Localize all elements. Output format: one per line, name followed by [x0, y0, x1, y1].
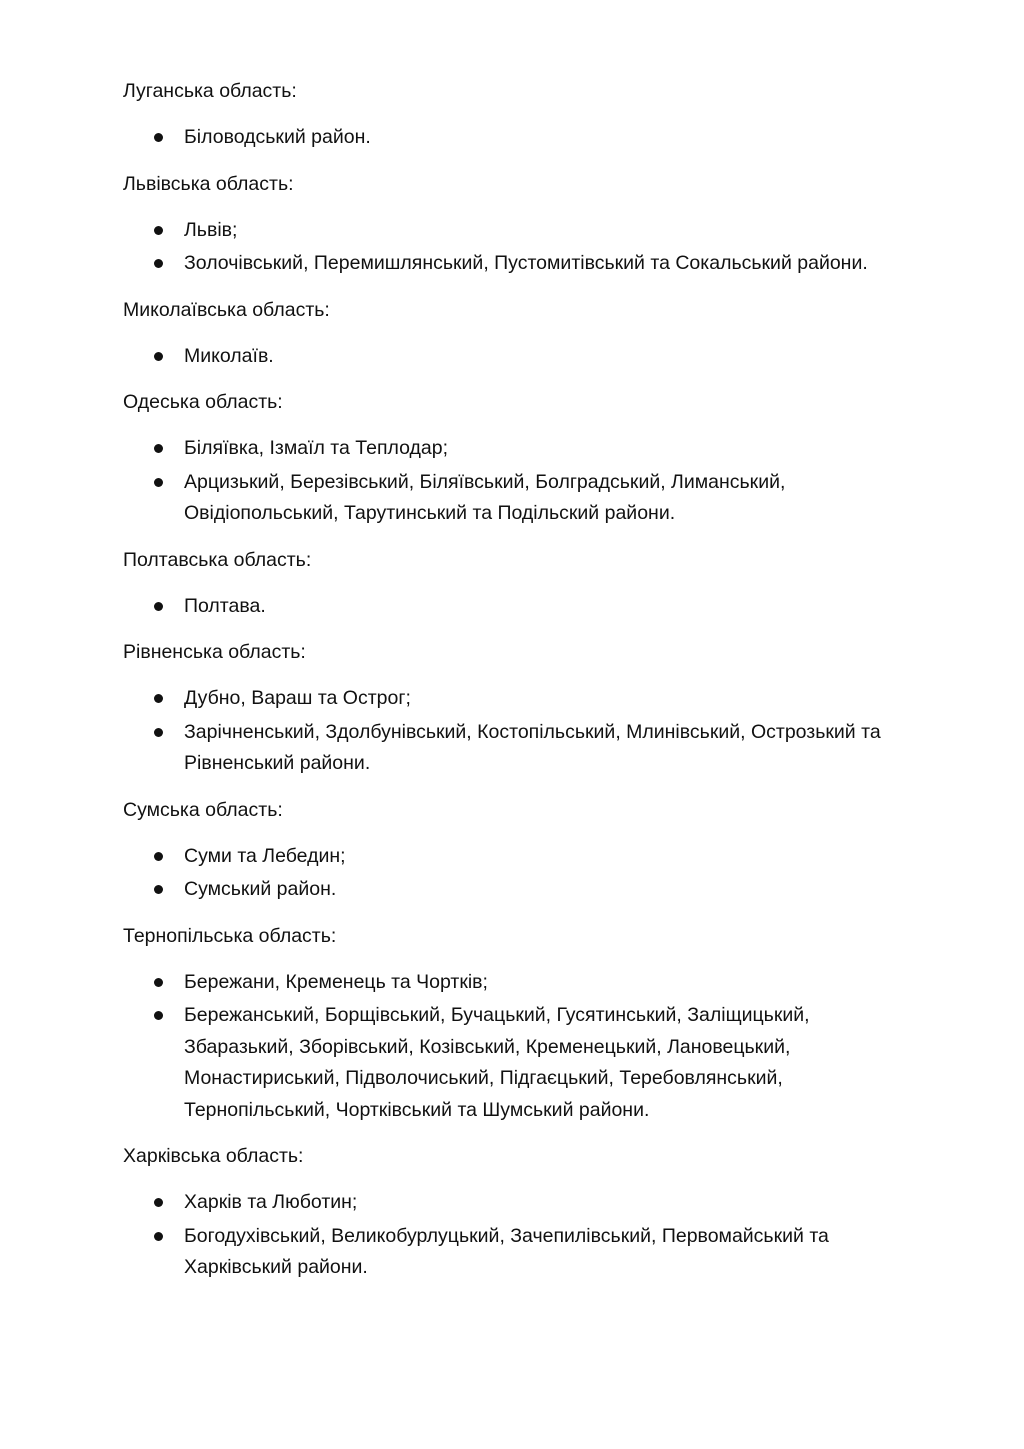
region-section [123, 795, 923, 906]
list-item [123, 717, 923, 780]
region-item-list [123, 215, 923, 280]
list-item [123, 841, 923, 873]
region-title: Миколаївська область: [123, 298, 330, 321]
region-section [123, 1141, 923, 1284]
list-item [123, 433, 923, 465]
list-item [123, 1221, 923, 1284]
list-item-text: Полтава. [184, 594, 266, 617]
region-section [123, 169, 923, 280]
region-title: Харківська область: [123, 1145, 304, 1167]
list-item [123, 122, 923, 154]
bullet-icon [154, 133, 163, 142]
list-item-text: Львів; [184, 218, 238, 241]
region-item-list [123, 122, 923, 154]
region-section [123, 295, 923, 373]
bullet-icon [154, 226, 163, 235]
list-item-text: Біловодський район. [184, 126, 371, 148]
region-title: Рівненська область: [123, 641, 306, 663]
bullet-icon [154, 352, 163, 361]
region-section [123, 545, 923, 623]
region-section [123, 76, 923, 154]
bullet-icon [154, 694, 163, 703]
list-item [123, 215, 923, 247]
bullet-icon [154, 1011, 163, 1020]
list-item-text: Суми та Лебедин; [184, 844, 346, 867]
list-item [123, 1000, 923, 1126]
list-item-text: Зарічненський, Здолбунівський, Костопільський, Млинівський, Острозький та Рівненський райони. [184, 720, 881, 774]
region-item-list [123, 1187, 923, 1284]
bullet-icon [154, 444, 163, 453]
region-title: Тернопільська область: [123, 924, 337, 947]
list-item [123, 341, 923, 373]
bullet-icon [154, 728, 163, 737]
region-item-list [123, 683, 923, 780]
list-item-text: Миколаїв. [184, 344, 274, 367]
list-item-text: Бережанський, Борщівський, Бучацький, Гусятинський, Заліщицький, Збаразький, Зборівський, Козівський, Кременецький, Лановецький, Монастириський, Підволочиський, Підгаєцький, Теребовлянський, Тернопільський, Чортківський та Шумський райони. [184, 1004, 810, 1121]
bullet-icon [154, 602, 163, 611]
bullet-icon [154, 852, 163, 861]
region-section [123, 387, 923, 530]
region-title: Луганська область: [123, 80, 297, 102]
list-item [123, 683, 923, 715]
list-item-text: Арцизький, Березівський, Біляївський, Болградський, Лиманський, Овідіопольський, Тарутинський та Подільский райони. [184, 470, 786, 524]
document-page [123, 76, 923, 1299]
bullet-icon [154, 1198, 163, 1207]
bullet-icon [154, 259, 163, 268]
region-title: Одеська область: [123, 391, 283, 413]
region-section [123, 637, 923, 780]
bullet-icon [154, 978, 163, 987]
region-section [123, 921, 923, 1127]
bullet-icon [154, 885, 163, 894]
list-item-text: Харків та Люботин; [184, 1191, 358, 1213]
region-item-list [123, 433, 923, 530]
list-item-text: Богодухівський, Великобурлуцький, Зачепилівський, Первомайський та Харківський райони. [184, 1224, 829, 1278]
list-item [123, 967, 923, 999]
list-item-text: Бережани, Кременець та Чортків; [184, 970, 488, 993]
list-item-text: Біляївка, Ізмаїл та Теплодар; [184, 437, 449, 459]
list-item [123, 591, 923, 623]
list-item [123, 874, 923, 906]
region-item-list [123, 341, 923, 373]
region-title: Полтавська область: [123, 548, 312, 571]
list-item-text: Дубно, Вараш та Острог; [184, 687, 411, 709]
list-item-text: Золочівський, Перемишлянський, Пустомитівський та Сокальський райони. [184, 252, 868, 274]
bullet-icon [154, 478, 163, 487]
region-item-list [123, 967, 923, 1127]
list-item [123, 248, 923, 280]
region-item-list [123, 841, 923, 906]
list-item [123, 1187, 923, 1219]
region-title: Львівська область: [123, 172, 294, 195]
region-item-list [123, 591, 923, 623]
list-item-text: Сумський район. [184, 878, 337, 900]
list-item [123, 467, 923, 530]
region-title: Сумська область: [123, 798, 283, 821]
bullet-icon [154, 1232, 163, 1241]
